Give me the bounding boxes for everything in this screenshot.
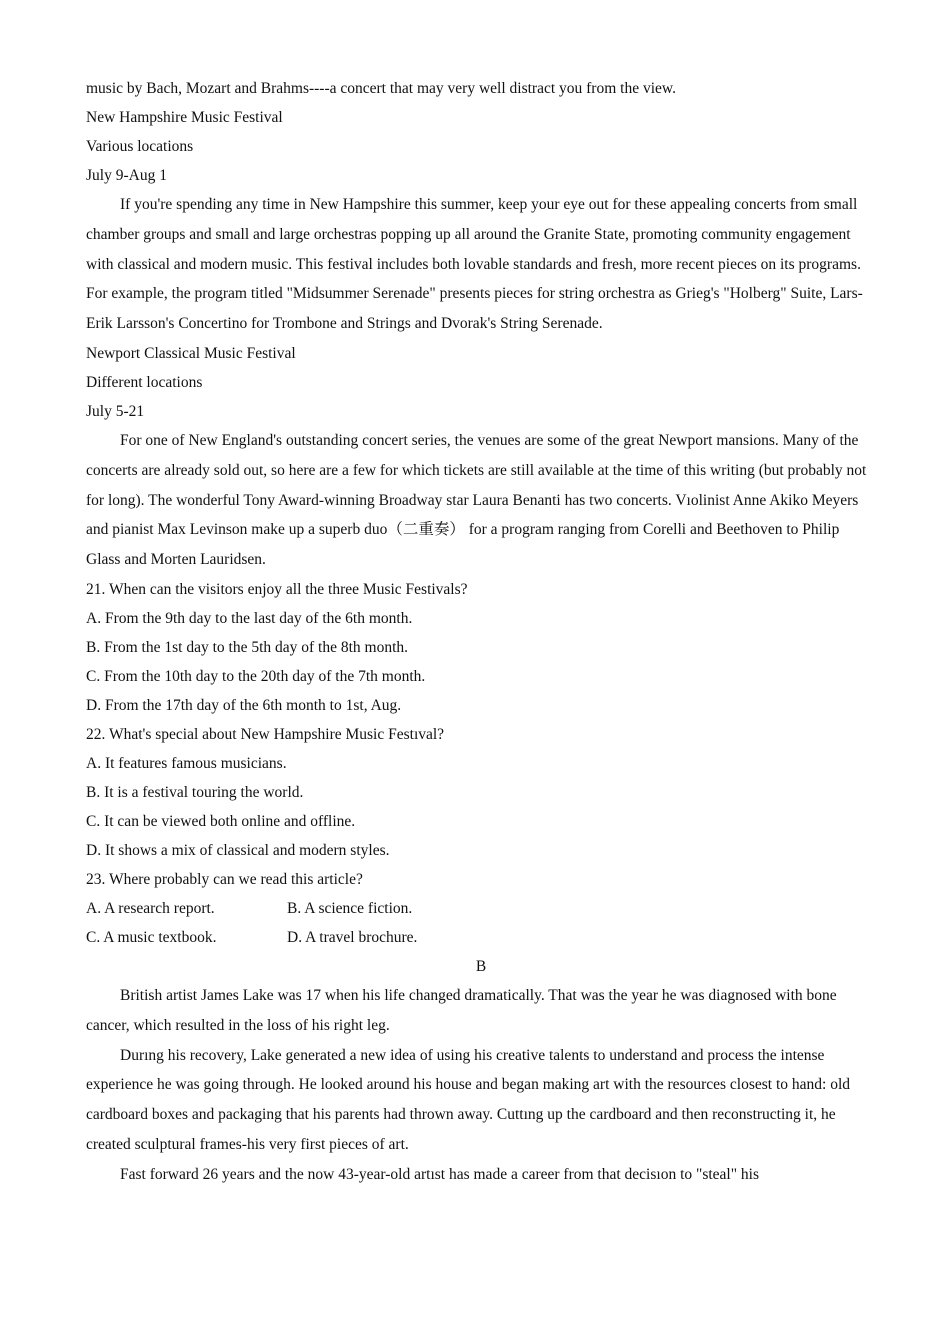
- question-23: [86, 865, 876, 952]
- question-stem: 23. Where probably can we read this article?: [86, 870, 363, 888]
- question-option: B. A science fiction.: [287, 899, 413, 917]
- section-b-paragraph: British artist James Lake was 17 when his life changed dramatically. That was the year he was diagnosed with bone cancer, which resulted in the loss of his right leg.: [86, 986, 837, 1034]
- question-option: D. It shows a mix of classical and modern styles.: [86, 841, 390, 859]
- question-option: A. It features famous musicians.: [86, 754, 287, 772]
- section-b-paragraph: Fast forward 26 years and the now 43-year-old artıst has made a career from that decisıon to "steal" his: [120, 1165, 760, 1183]
- question-option: A. A research report.: [86, 899, 215, 917]
- question-stem: 22. What's special about New Hampshire Music Festıval?: [86, 725, 445, 743]
- intro-tail-line: music by Bach, Mozart and Brahms----a concert that may very well distract you from the view.: [86, 80, 676, 97]
- document-page: [86, 74, 876, 1190]
- question-21: [86, 575, 876, 720]
- festival-newport-location: Different locations: [86, 373, 203, 391]
- festival-newport-description: For one of New England's outstanding concert series, the venues are some of the great Newport mansions. Many of the concerts are already sold out, so here are a few for which tickets are still available at the time of this writing (but probably not for long). The wonderful Tony Award-winning Broadway star Laura Benanti has two concerts. Vıolinist Anne Akiko Meyers and pianist Max Levinson make up a superb duo（二重奏） for a program ranging from Corelli and Beethoven to Philip Glass and Morten Lauridsen.: [86, 431, 867, 569]
- question-stem: 21. When can the visitors enjoy all the three Music Festivals?: [86, 580, 468, 598]
- question-option: D. A travel brochure.: [287, 928, 418, 946]
- question-option: C. A music textbook.: [86, 928, 217, 946]
- festival-newport-name: Newport Classical Music Festival: [86, 344, 296, 362]
- festival-newport-dates: July 5-21: [86, 402, 145, 420]
- question-option: B. From the 1st day to the 5th day of the 8th month.: [86, 638, 409, 656]
- question-option: A. From the 9th day to the last day of the 6th month.: [86, 609, 413, 627]
- festival-nh-name: New Hampshire Music Festival: [86, 109, 283, 126]
- section-b-paragraph: Durıng his recovery, Lake generated a new idea of using his creative talents to understand and process the intense experience he was going through. He looked around his house and began making art with the resources closest to hand: old cardboard boxes and packaging that his parents had thrown away. Cuttıng up the cardboard and then reconstructing it, he created sculptural frames-his very first pieces of art.: [86, 1046, 851, 1153]
- question-option: C. From the 10th day to the 20th day of the 7th month.: [86, 667, 426, 685]
- question-option: B. It is a festival touring the world.: [86, 783, 304, 801]
- question-22: [86, 720, 876, 865]
- section-heading: B: [475, 957, 487, 975]
- festival-nh-dates: July 9-Aug 1: [86, 167, 167, 184]
- question-option: C. It can be viewed both online and offline.: [86, 812, 356, 830]
- option-row: [86, 894, 876, 923]
- festival-nh-description: If you're spending any time in New Hampshire this summer, keep your eye out for these appealing concerts from small chamber groups and small and large orchestras popping up all around the Granite State, promoting community engagement with classical and modern music. This festival includes both lovable standards and fresh, more recent pieces on its programs. For example, the program titled "Midsummer Serenade" presents pieces for string orchestra as Grieg's "Holberg" Suite, Lars-Erik Larsson's Concertino for Trombone and Strings and Dvorak's String Serenade.: [86, 196, 863, 333]
- festival-nh-location: Various locations: [86, 138, 194, 155]
- option-row: [86, 923, 876, 952]
- question-option: D. From the 17th day of the 6th month to 1st, Aug.: [86, 696, 402, 714]
